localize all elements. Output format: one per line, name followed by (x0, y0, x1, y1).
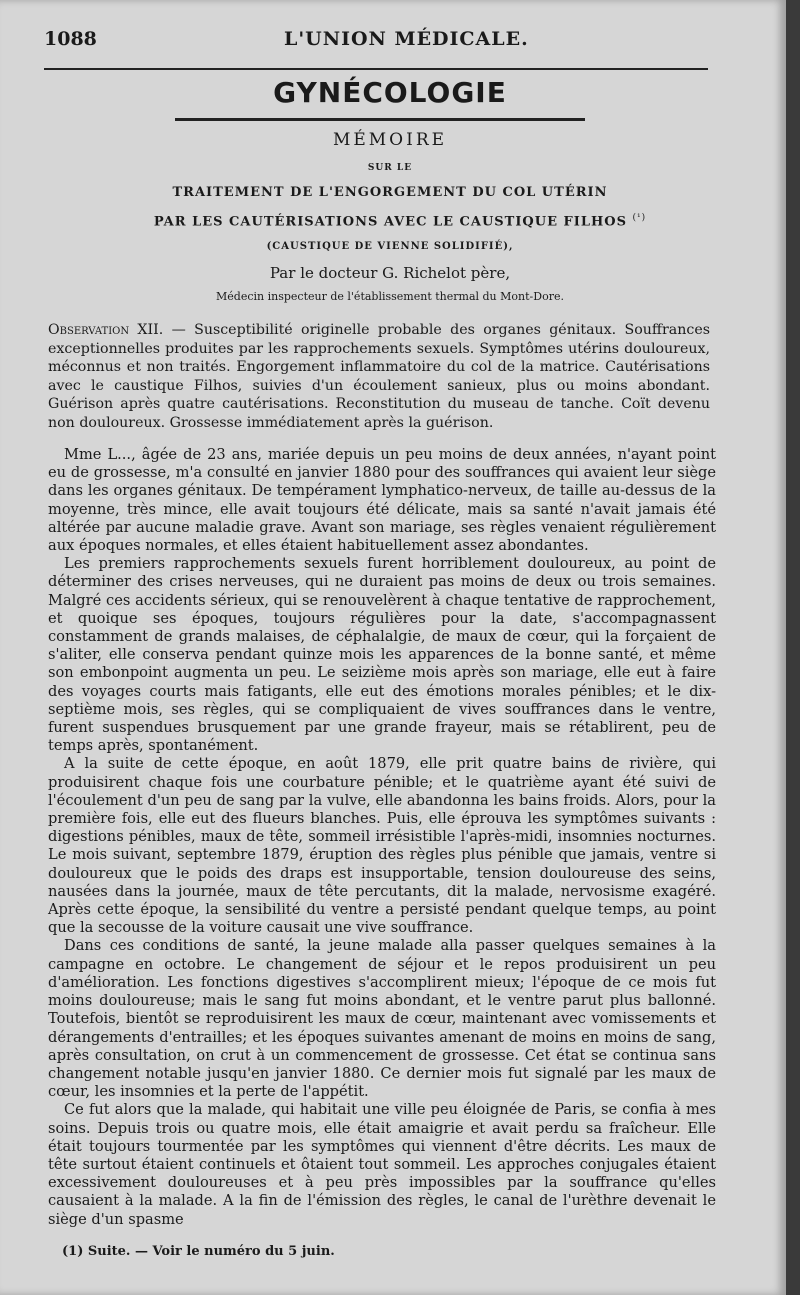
running-head (44, 28, 744, 58)
observation-summary (48, 321, 710, 433)
header-rule (44, 68, 708, 70)
observation-label: Observation XII. (48, 322, 164, 338)
page-number: 1088 (44, 28, 97, 50)
journal-title: L'UNION MÉDICALE. (284, 28, 529, 50)
page-edge-shadow (786, 0, 800, 1295)
body-paragraph: Ce fut alors que la malade, qui habitait une ville peu éloignée de Paris, se confia à mes soins. Depuis trois ou quatre mois, elle était amaigrie et avait perdu sa fraîcheur. Elle était toujours tourmentée par les symptômes qui viennent d'être décrits. Les maux de tête surtout étaient continuels et ôtaient tout sommeil. Les approches conjugales étaient excessivement douloureuses et à peu près impossibles par la souffrance qu'elles causaient à la malade. A la fin de l'émission des règles, le canal de l'urèthre devenait le siège d'un spasme (48, 1101, 716, 1228)
memoire-label: MÉMOIRE (332, 130, 448, 150)
article-title-line-2-text: PAR LES CAUTÉRISATIONS AVEC LE CAUSTIQUE FILHOS (153, 214, 627, 230)
body-paragraph: Mme L..., âgée de 23 ans, mariée depuis un peu moins de deux années, n'ayant point eu de grossesse, m'a consulté en janvier 1880 pour des souffrances qui avaient leur siège dans les organes génitaux. De tempérament lymphatico-nerveux, de taille au-dessus de la moyenne, très mince, elle avait toujours été délicate, mais sa santé n'avait jamais été altérée par aucune maladie grave. Avant son mariage, ses règles venaient régulièrement aux époques normales, et elles étaient habituellement assez abondantes. (48, 446, 716, 555)
section-title: GYNÉCOLOGIE (273, 76, 507, 109)
article-title-line-3: (CAUSTIQUE DE VIENNE SOLIDIFIÉ), (266, 241, 514, 252)
observation-text: — Susceptibilité originelle probable des organes génitaux. Souffrances exceptionnelles produites par les rapprochements sexuels. Symptômes utérins douloureux, méconnus et non traités. Engorgement inflammatoire du col de la matrice. Cautérisations avec le caustique Filhos, suivies d'un écoulement sanieux, plus ou moins abondant. Guérison après quatre cautérisations. Reconstitution du museau de tanche. Coït devenu non douloureux. Grossesse immédiatement après la guérison. (48, 322, 711, 431)
footnote-marker: (¹) (632, 213, 647, 223)
body-paragraph: A la suite de cette époque, en août 1879, elle prit quatre bains de rivière, qui produisirent chaque fois une courbature pénible; et le quatrième ayant été suivi de l'écoulement d'un peu de sang par la vulve, elle abandonna les bains froids. Alors, pour la première fois, elle eut des flueurs blanches. Puis, elle éprouva les symptômes suivants : digestions pénibles, maux de tête, sommeil irrésistible l'après-midi, insomnies nocturnes. Le mois suivant, septembre 1879, éruption des règles plus pénible que jamais, ventre si douloureux que le poids des draps est insupportable, tension douloureuse des seins, nausées dans la journée, maux de tête percutants, dit la malade, nervosisme exagéré. Après cette époque, la sensibilité du ventre a persisté pendant quelque temps, au point que la secousse de la voiture causait une vive souffrance. (48, 755, 716, 937)
article-title-line-1: TRAITEMENT DE L'ENGORGEMENT DU COL UTÉRIN (172, 185, 608, 200)
article-title-line-2 (10, 213, 790, 229)
author-line: Par le docteur G. Richelot père, (269, 264, 511, 282)
body-paragraph: Les premiers rapprochements sexuels furent horriblement douloureux, au point de déterminer des crises nerveuses, qui ne duraient pas moins de deux ou trois semaines. Malgré ces accidents sérieux, qui se renouvelèrent à chaque tentative de rapprochement, et quoique ses époques, toujours régulières pour la date, s'accompagnassent constamment de grands malaises, de céphalalgie, de maux de cœur, qui la forçaient de s'aliter, elle conserva pendant quinze mois les apparences de la bonne santé, et même son embonpoint augmenta un peu. Le seizième mois après son mariage, elle eut à faire des voyages courts mais fatigants, elle eut des émotions morales pénibles; et le dix-septième mois, ses règles, qui se compliquaient de vives souffrances dans le ventre, furent suspendues brusquement par une grande frayeur, mais se rétablirent, peu de temps après, spontanément. (48, 555, 716, 755)
sur-le-label: SUR LE (367, 163, 413, 173)
author-affiliation: Médecin inspecteur de l'établissement thermal du Mont-Dore. (216, 290, 564, 303)
article-body (48, 446, 716, 1229)
body-paragraph: Dans ces conditions de santé, la jeune malade alla passer quelques semaines à la campagne en octobre. Le changement de séjour et le repos produisirent un peu d'amélioration. Les fonctions digestives s'accomplirent mieux; l'époque de ce mois fut moins douloureuse; mais le sang fut moins abondant, et le ventre parut plus ballonné. Toutefois, bientôt se reproduisirent les maux de cœur, maintenant avec vomissements et dérangements d'entrailles; et les époques suivantes amenant de moins en moins de sang, après consultation, on crut à un commencement de grossesse. Cet état se continua sans changement notable jusqu'en janvier 1880. Ce dernier mois fut signalé par les maux de cœur, les insomnies et la perte de l'appétit. (48, 937, 716, 1101)
section-rule (175, 118, 585, 121)
footnote: (1) Suite. — Voir le numéro du 5 juin. (62, 1244, 335, 1259)
